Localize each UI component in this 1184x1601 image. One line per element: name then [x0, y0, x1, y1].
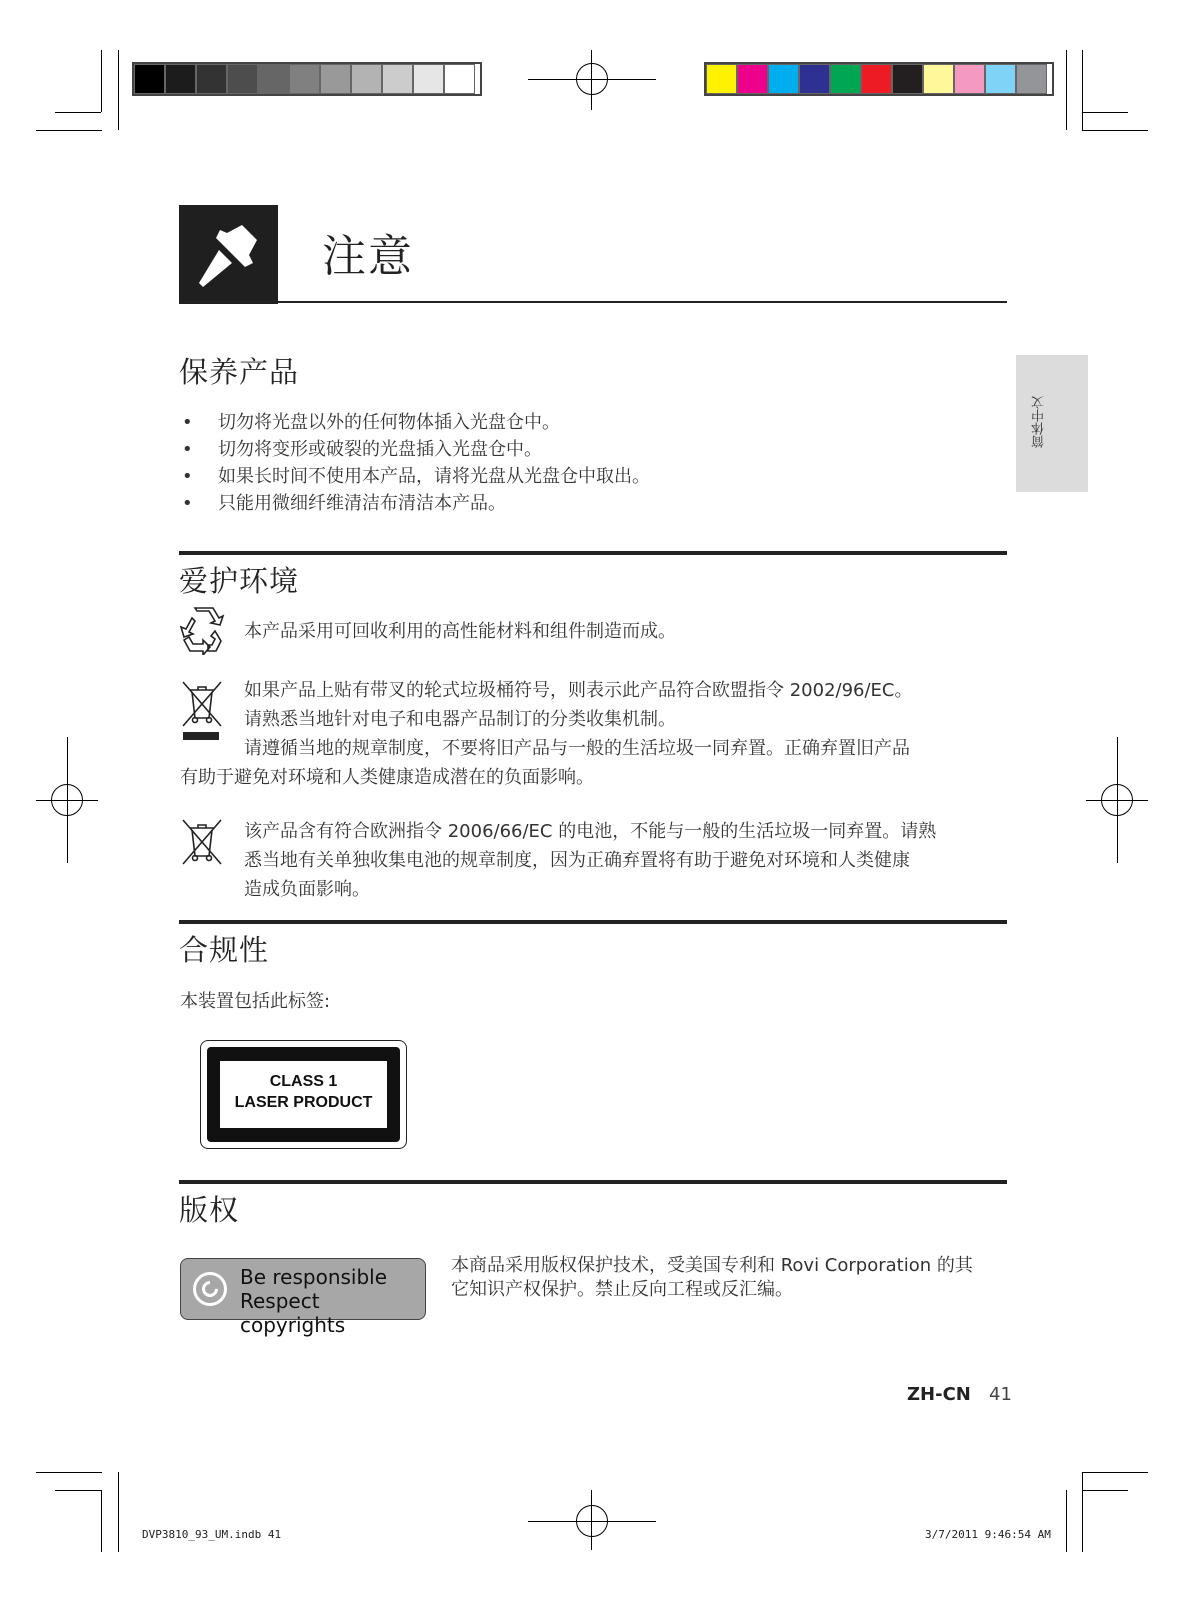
section-title-compliance: 合规性 [179, 933, 270, 967]
slug-datetime: 3/7/2011 9:46:54 AM [925, 1528, 1051, 1541]
list-item: • 切勿将变形或破裂的光盘插入光盘仓中。 [180, 436, 650, 463]
color-swatch [227, 64, 258, 94]
color-swatch [706, 64, 737, 94]
color-swatch [799, 64, 830, 94]
color-swatch [861, 64, 892, 94]
recycle-text: 本产品采用可回收利用的高性能材料和组件制造而成。 [244, 621, 676, 642]
color-swatch [289, 64, 320, 94]
color-swatch [351, 64, 382, 94]
list-item: • 只能用微细纤维清洁布清洁本产品。 [180, 490, 650, 517]
copyright-text-line-1: 本商品采用版权保护技术，受美国专利和 Rovi Corporation 的其 [451, 1255, 973, 1276]
section-title-care: 保养产品 [179, 355, 300, 389]
color-swatch [768, 64, 799, 94]
weee-line-1: 如果产品上贴有带叉的轮式垃圾桶符号，则表示此产品符合欧盟指令 2002/96/EC。 [244, 680, 913, 701]
section-rule [179, 551, 1007, 555]
battery-line-1: 该产品含有符合欧洲指令 2006/66/EC 的电池，不能与一般的生活垃圾一同弃置。请熟 [244, 821, 937, 842]
copyright-circle-icon [193, 1272, 227, 1306]
color-swatch [892, 64, 923, 94]
color-swatch [165, 64, 196, 94]
section-rule [179, 1180, 1007, 1184]
color-swatch [258, 64, 289, 94]
color-swatch [444, 64, 475, 94]
list-item: • 切勿将光盘以外的任何物体插入光盘仓中。 [180, 409, 650, 436]
battery-line-2: 悉当地有关单独收集电池的规章制度，因为正确弃置将有助于避免对环境和人类健康 [244, 850, 910, 871]
color-swatch [985, 64, 1016, 94]
care-list [180, 409, 650, 517]
compliance-intro: 本装置包括此标签: [180, 991, 331, 1012]
pushpin-icon-box [179, 205, 278, 304]
color-swatch [737, 64, 768, 94]
section-title-copyright: 版权 [179, 1193, 240, 1227]
language-side-tab [1016, 355, 1088, 492]
page-number: 41 [989, 1384, 1012, 1405]
chapter-rule [179, 301, 1007, 303]
color-swatch [1016, 64, 1047, 94]
color-swatch [954, 64, 985, 94]
battery-line-3: 造成负面影响。 [244, 879, 370, 900]
pushpin-icon [179, 205, 278, 304]
color-swatch [923, 64, 954, 94]
battery-bin-icon [181, 818, 223, 866]
chapter-title: 注意 [322, 231, 414, 282]
copyright-badge [180, 1258, 426, 1337]
copyright-text-line-2: 它知识产权保护。禁止反向工程或反汇编。 [451, 1279, 793, 1300]
footer-language-code: ZH-CN [907, 1384, 971, 1405]
weee-line-3: 请遵循当地的规章制度，不要将旧产品与一般的生活垃圾一同弃置。正确弃置旧产品 [244, 738, 910, 759]
color-swatch [134, 64, 165, 94]
badge-line-1: Be responsible [240, 1265, 388, 1289]
color-swatch [382, 64, 413, 94]
color-swatch [196, 64, 227, 94]
laser-label-line-1: CLASS 1 [269, 1073, 338, 1090]
section-rule [179, 920, 1007, 924]
language-side-tab-label: 简体中文 [1032, 396, 1047, 448]
color-swatch [830, 64, 861, 94]
crossed-bin-icon [181, 680, 223, 744]
list-item: • 如果长时间不使用本产品，请将光盘从光盘仓中取出。 [180, 463, 650, 490]
laser-label-line-2: LASER PRODUCT [234, 1094, 373, 1111]
weee-line-4: 有助于避免对环境和人类健康造成潜在的负面影响。 [180, 767, 594, 788]
badge-line-2: Respect copyrights [240, 1289, 346, 1337]
section-title-environment: 爱护环境 [179, 564, 300, 598]
recycle-icon [180, 607, 226, 655]
laser-class-label [200, 1040, 407, 1149]
slug-file: DVP3810_93_UM.indb 41 [142, 1528, 282, 1541]
color-swatch [413, 64, 444, 94]
color-swatch [320, 64, 351, 94]
weee-line-2: 请熟悉当地针对电子和电器产品制订的分类收集机制。 [244, 709, 676, 730]
